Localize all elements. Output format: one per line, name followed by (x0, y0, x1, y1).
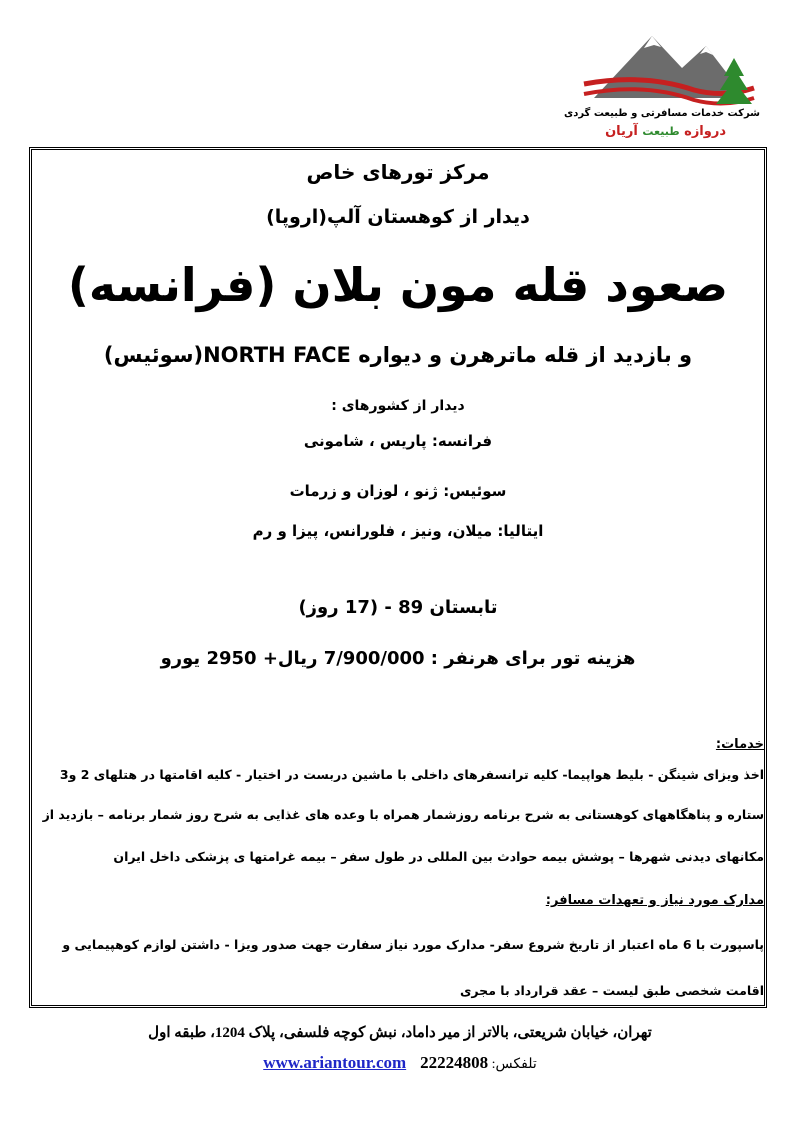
subtitle: دیدار از کوهستان آلپ(اروپا) (266, 206, 530, 228)
brand-word-1: دروازه (684, 124, 726, 139)
website-link[interactable]: www.ariantour.com (263, 1053, 407, 1072)
tour-price: هزینه تور برای هرنفر : 7/900/000 ریال+ 2950 یورو (160, 648, 636, 669)
brand-name (605, 124, 726, 139)
country-switzerland: سوئیس: ژنو ، لوزان و زرمات (289, 482, 507, 500)
brand-word-3: آریان (605, 124, 638, 139)
documents-heading: مدارک مورد نیاز و تعهدات مسافر: (545, 893, 764, 908)
secondary-title: و بازدید از قله ماترهرن و دیواره NORTH FACE(سوئیس) (103, 343, 693, 367)
footer-contact (0, 1053, 800, 1073)
country-france: فرانسه: پاریس ، شامونی (303, 432, 493, 450)
documents-line-2: اقامت شخصی طبق لیست – عقد قرارداد با مجری (459, 983, 764, 998)
phone-label: تلفکس: (491, 1057, 537, 1072)
services-heading: خدمات: (715, 737, 764, 752)
company-tagline: شرکت خدمات مسافرتی و طبیعت گردی (564, 108, 760, 119)
footer-address: تهران، خیابان شریعتی، بالاتر از میر داماد، نبش کوچه فلسفی، پلاک 1204، طبقه اول (148, 1025, 652, 1041)
tour-date: تابستان 89 - (17 روز) (298, 597, 498, 618)
country-italy: ایتالیا: میلان، ونیز ، فلورانس، پیزا و رم (252, 522, 544, 540)
main-title: صعود قله مون بلان (فرانسه) (67, 258, 729, 312)
services-line-3: مکانهای دیدنی شهرها – پوشش بیمه حوادث بین المللی در طول سفر – بیمه غرامتها ی پزشکی داخل ایران (113, 849, 764, 864)
company-logo (564, 18, 764, 140)
phone-number: 22224808 (420, 1053, 489, 1072)
brand-word-2: طبیعت (642, 125, 680, 138)
center-heading: مرکز تورهای خاص (306, 160, 490, 184)
mountain-tree-logo-icon (564, 18, 764, 110)
services-line-2: ستاره و پناهگاههای کوهستانی به شرح برنامه روزشمار همراه با وعده های غذایی به شرح روز شمار برنامه – بازدید از (42, 807, 764, 822)
countries-heading: دیدار از کشورهای : (331, 398, 465, 414)
services-line-1: اخذ ویزای شینگن - بلیط هواپیما- کلیه ترانسفرهای داخلی با ماشین دربست در اختیار - کلیه اقامتها در هتلهای 2 و3 (59, 767, 764, 782)
documents-line-1: پاسپورت با 6 ماه اعتبار از تاریخ شروع سفر- مدارک مورد نیاز سفارت جهت صدور ویزا - داشتن لوازم کوهپیمایی و (62, 937, 764, 952)
